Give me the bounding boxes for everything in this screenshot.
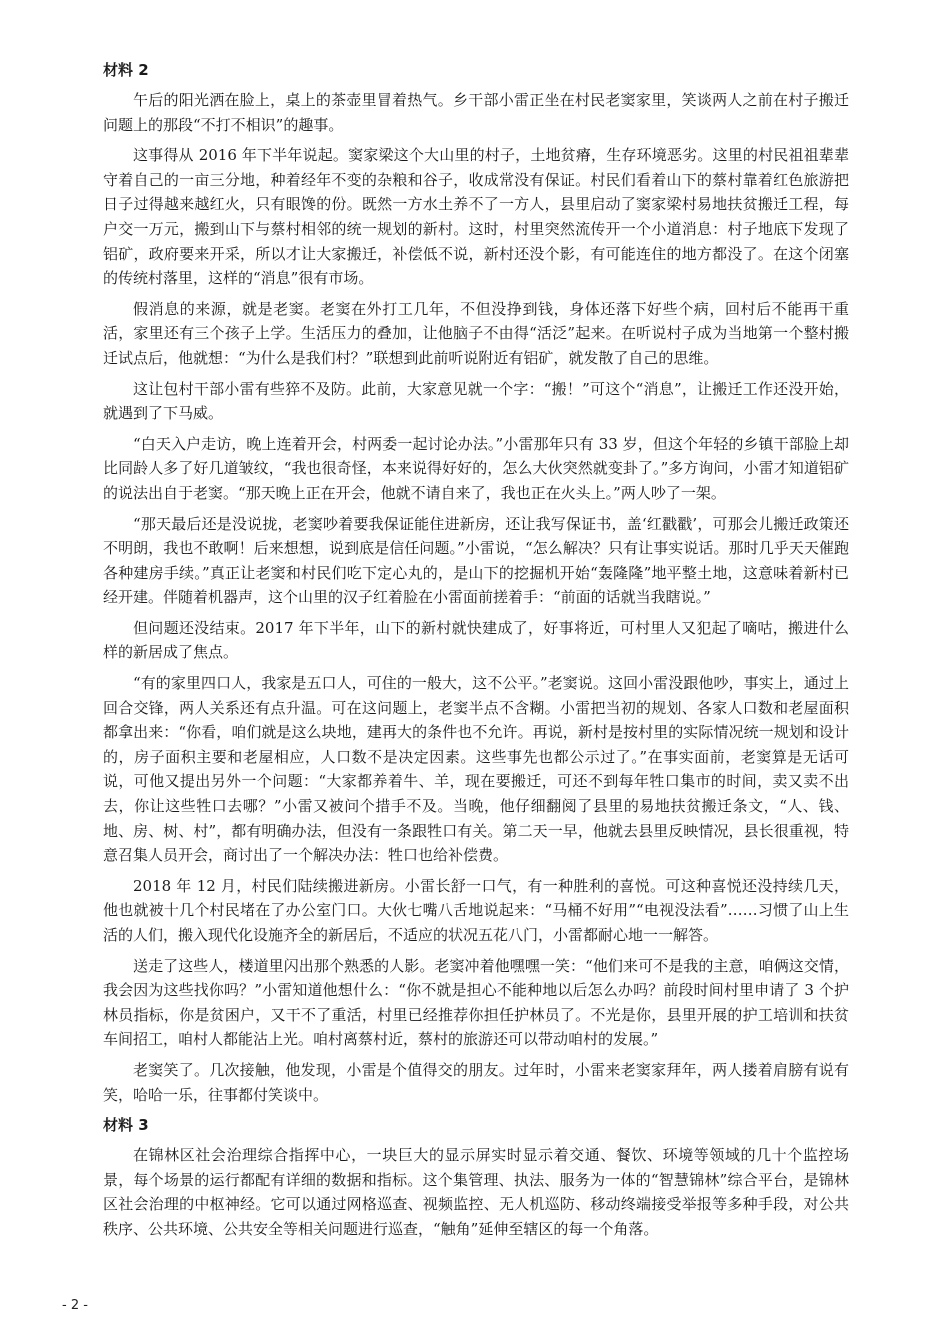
paragraph: 在锦林区社会治理综合指挥中心，一块巨大的显示屏实时显示着交通、餐饮、环境等领域的几十个监控场景，每个场景的运行都配有详细的数据和指标。这个集管理、执法、服务为一体的“智慧锦林”综合平台，是锦林区社会治理的中枢神经。它可以通过网格巡查、视频监控、无人机巡防、移动终端接受举报等多种手段，对公共秩序、公共环境、公共安全等相关问题进行巡查，“触角”延伸至辖区的每一个角落。 — [103, 1146, 849, 1238]
document-page — [103, 58, 849, 1248]
paragraph: “有的家里四口人，我家是五口人，可住的一般大，这不公平。”老窦说。这回小雷没跟他吵，事实上，通过上回合交锋，两人关系还有点升温。可在这问题上，老窦半点不含糊。小雷把当初的规划、各家人口数和老屋面积都拿出来：“你看，咱们就是这么块地，建再大的条件也不允许。再说，新村是按村里的实际情况统一规划和设计的，房子面积主要和老屋相应，人口数不是决定因素。这些事先也都公示过了。”在事实面前，老窦算是无话可说，可他又提出另外一个问题：“大家都养着牛、羊，现在要搬迁，可还不到每年牲口集市的时间，卖又卖不出去，你让这些牲口去哪？”小雷又被问个措手不及。当晚，他仔细翻阅了县里的易地扶贫搬迁条文，“人、钱、地、房、树、村”，都有明确办法，但没有一条跟牲口有关。第二天一早，他就去县里反映情况，县长很重视，特意召集人员开会，商讨出了一个解决办法：牲口也给补偿费。 — [103, 674, 849, 865]
paragraph: 这让包村干部小雷有些猝不及防。此前，大家意见就一个字：“搬！”可这个“消息”，让搬迁工作还没开始，就遇到了下马威。 — [103, 379, 849, 423]
paragraph: 2018 年 12 月，村民们陆续搬进新房。小雷长舒一口气，有一种胜利的喜悦。可这种喜悦还没持续几天，他也就被十几个村民堵在了办公室门口。大伙七嘴八舌地说起来：“马桶不好用”“电视没法看”……习惯了山上生活的人们，搬入现代化设施齐全的新居后，不适应的状况五花八门，小雷都耐心地一一解答。 — [103, 876, 849, 944]
material-2-title: 材料 2 — [103, 61, 149, 79]
page-number: - 2 - — [62, 1298, 88, 1313]
paragraph: 假消息的来源，就是老窦。老窦在外打工几年，不但没挣到钱，身体还落下好些个病，回村后不能再干重活，家里还有三个孩子上学。生活压力的叠加，让他脑子不由得“活泛”起来。在听说村子成为当地第一个整村搬迁试点后，他就想：“为什么是我们村？”联想到此前听说附近有铝矿，就发散了自己的思维。 — [103, 299, 849, 367]
paragraph: 送走了这些人，楼道里闪出那个熟悉的人影。老窦冲着他嘿嘿一笑：“他们来可不是我的主意，咱俩这交情，我会因为这些找你吗？”小雷知道他想什么：“你不就是担心不能种地以后怎么办吗？前段时间村里申请了 3 个护林员指标，你是贫困户，又干不了重活，村里已经推荐你担任护林员了。不光是你，县里开展的护工培训和扶贫车间招工，咱村人都能沾上光。咱村离蔡村近，蔡村的旅游还可以带动咱村的发展。” — [103, 956, 849, 1049]
paragraph: 但问题还没结束。2017 年下半年，山下的新村就快建成了，好事将近，可村里人又犯起了嘀咕，搬进什么样的新居成了焦点。 — [103, 618, 849, 662]
paragraph: 老窦笑了。几次接触，他发现，小雷是个值得交的朋友。过年时，小雷来老窦家拜年，两人搂着肩膀有说有笑，哈哈一乐，往事都付笑谈中。 — [103, 1060, 849, 1104]
paragraph: 午后的阳光洒在脸上，桌上的茶壶里冒着热气。乡干部小雷正坐在村民老窦家里，笑谈两人之前在村子搬迁问题上的那段“不打不相识”的趣事。 — [103, 91, 849, 134]
paragraph: 这事得从 2016 年下半年说起。窦家梁这个大山里的村子，土地贫瘠，生存环境恶劣。这里的村民祖祖辈辈守着自己的一亩三分地，种着经年不变的杂粮和谷子，收成常没有保证。村民们看着山下的蔡村靠着红色旅游把日子过得越来越红火，只有眼馋的份。既然一方水土养不了一方人，县里启动了窦家梁村易地扶贫搬迁工程，每户交一万元，搬到山下与蔡村相邻的统一规划的新村。这时，村里突然流传开一个小道消息：村子地底下发现了铝矿，政府要来开采，所以才让大家搬迁，补偿低不说，新村还没个影，有可能连住的地方都没了。在这个闭塞的传统村落里，这样的“消息”很有市场。 — [103, 146, 849, 288]
material-3-title: 材料 3 — [103, 1116, 149, 1135]
paragraph: “白天入户走访，晚上连着开会，村两委一起讨论办法。”小雷那年只有 33 岁，但这个年轻的乡镇干部脸上却比同龄人多了好几道皱纹，“我也很奇怪，本来说得好好的，怎么大伙突然就变卦了。”多方询问，小雷才知道铝矿的说法出自于老窦。“那天晚上正在开会，他就不请自来了，我也正在火头上。”两人吵了一架。 — [103, 434, 849, 502]
paragraph: “那天最后还是没说拢，老窦吵着要我保证能住进新房，还让我写保证书，盖‘红戳戳’，可那会儿搬迁政策还不明朗，我也不敢啊！后来想想，说到底是信任问题。”小雷说，“怎么解决？只有让事实说话。那时几乎天天催跑各种建房手续。”真正让老窦和村民们吃下定心丸的，是山下的挖掘机开始“轰隆隆”地平整土地，这意味着新村已经开建。伴随着机器声，这个山里的汉子红着脸在小雷面前搓着手：“前面的话就当我瞎说。” — [103, 514, 849, 607]
